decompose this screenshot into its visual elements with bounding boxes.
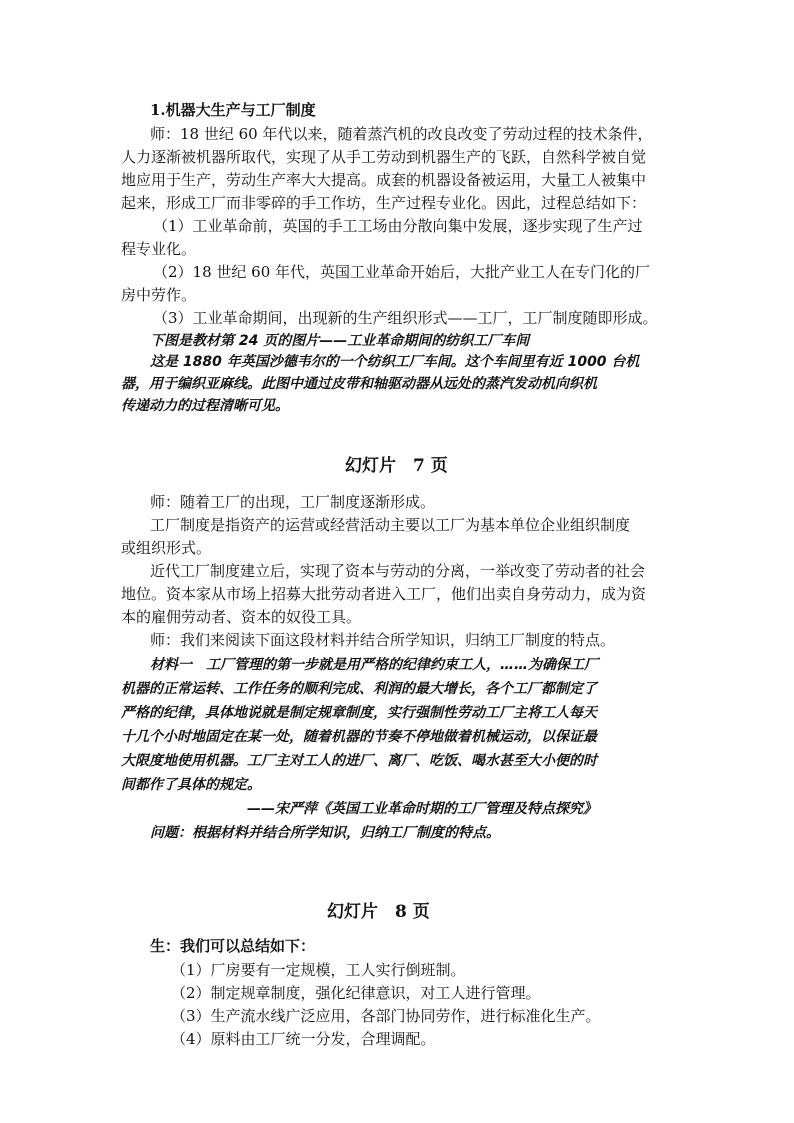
slide-title: 幻灯片 8 页 <box>327 902 430 922</box>
list-item: （3）工业革命期间，出现新的生产组织形式——工厂，工厂制度随即形成。 <box>153 309 658 327</box>
paragraph-line: 师：我们来阅读下面这段材料并结合所学知识，归纳工厂制度的特点。 <box>150 631 616 649</box>
list-item: （4）原料由工厂统一分发，合理调配。 <box>171 1030 436 1048</box>
slide-title: 幻灯片 7 页 <box>345 456 448 476</box>
list-item: （2）18 世纪 60 年代，英国工业革命开始后，大批产业工人在专门化的厂 <box>153 263 651 281</box>
paragraph-line: 师：18 世纪 60 年代以来，随着蒸汽机的改良改变了劳动过程的技术条件， <box>150 125 653 143</box>
paragraph-line: 起来，形成工厂而非零碎的手工作坊，生产过程专业化。因此，过程总结如下： <box>121 194 647 212</box>
list-item: 房中劳作。 <box>121 286 197 304</box>
list-item: 程专业化。 <box>121 240 197 258</box>
figure-description: 器，用于编织亚麻线。此图中通过皮带和轴驱动器从远处的蒸汽发动机向织机 <box>121 376 597 392</box>
definition-line: 工厂制度是指资产的运营或经营活动主要以工厂为基本单位企业组织制度 <box>150 516 631 534</box>
material-line: 间都作了具体的规定。 <box>121 777 261 793</box>
definition-line: 或组织形式。 <box>121 539 212 557</box>
list-item: （2）制定规章制度，强化纪律意识，对工人进行管理。 <box>171 984 541 1002</box>
figure-description: 传递动力的过程清晰可见。 <box>121 398 289 414</box>
material-line: 大限度地使用机器。工厂主对工人的进厂、离厂、吃饭、喝水甚至大小便的时 <box>121 753 597 769</box>
paragraph-line: 人力逐渐被机器所取代，实现了从手工劳动到机器生产的飞跃，自然科学被自觉 <box>121 148 647 166</box>
question-line: 问题：根据材料并结合所学知识，归纳工厂制度的特点。 <box>150 825 500 841</box>
paragraph-line: 师：随着工厂的出现，工厂制度逐渐形成。 <box>150 493 436 511</box>
paragraph-line: 地位。资本家从市场上招募大批劳动者进入工厂，他们出卖自身劳动力，成为资 <box>121 585 647 603</box>
list-item: （3）生产流水线广泛应用，各部门协同劳作，进行标准化生产。 <box>171 1007 601 1025</box>
figure-caption: 下图是教材第 24 页的图片——工业革命期间的纺织工厂车间 <box>150 333 530 349</box>
summary-intro: 生：我们可以总结如下： <box>150 937 316 955</box>
figure-description: 这是 1880 年英国沙德韦尔的一个纺织工厂车间。这个车间里有近 1000 台机 <box>150 354 640 370</box>
list-item: （1）工业革命前，英国的手工工场由分散向集中发展，逐步实现了生产过 <box>153 217 643 235</box>
material-line: 材料一 工厂管理的第一步就是用严格的纪律约束工人，……为确保工厂 <box>150 657 598 673</box>
section-heading: 1.机器大生产与工厂制度 <box>150 101 316 119</box>
material-line: 机器的正常运转、工作任务的顺利完成、利润的最大增长，各个工厂都制定了 <box>121 681 597 697</box>
material-source: ——宋严萍《英国工业革命时期的工厂管理及特点探究》 <box>247 801 597 817</box>
paragraph-line: 本的雇佣劳动者、资本的奴役工具。 <box>121 608 362 626</box>
material-line: 严格的纪律，具体地说就是制定规章制度，实行强制性劳动工厂主将工人每天 <box>121 705 597 721</box>
paragraph-line: 地应用于生产，劳动生产率大大提高。成套的机器设备被运用，大量工人被集中 <box>121 171 647 189</box>
material-line: 十几个小时地固定在某一处，随着机器的节奏不停地做着机械运动，以保证最 <box>121 729 597 745</box>
paragraph-line: 近代工厂制度建立后，实现了资本与劳动的分离，一举改变了劳动者的社会 <box>150 562 646 580</box>
list-item: （1）厂房要有一定规模，工人实行倒班制。 <box>171 961 466 979</box>
